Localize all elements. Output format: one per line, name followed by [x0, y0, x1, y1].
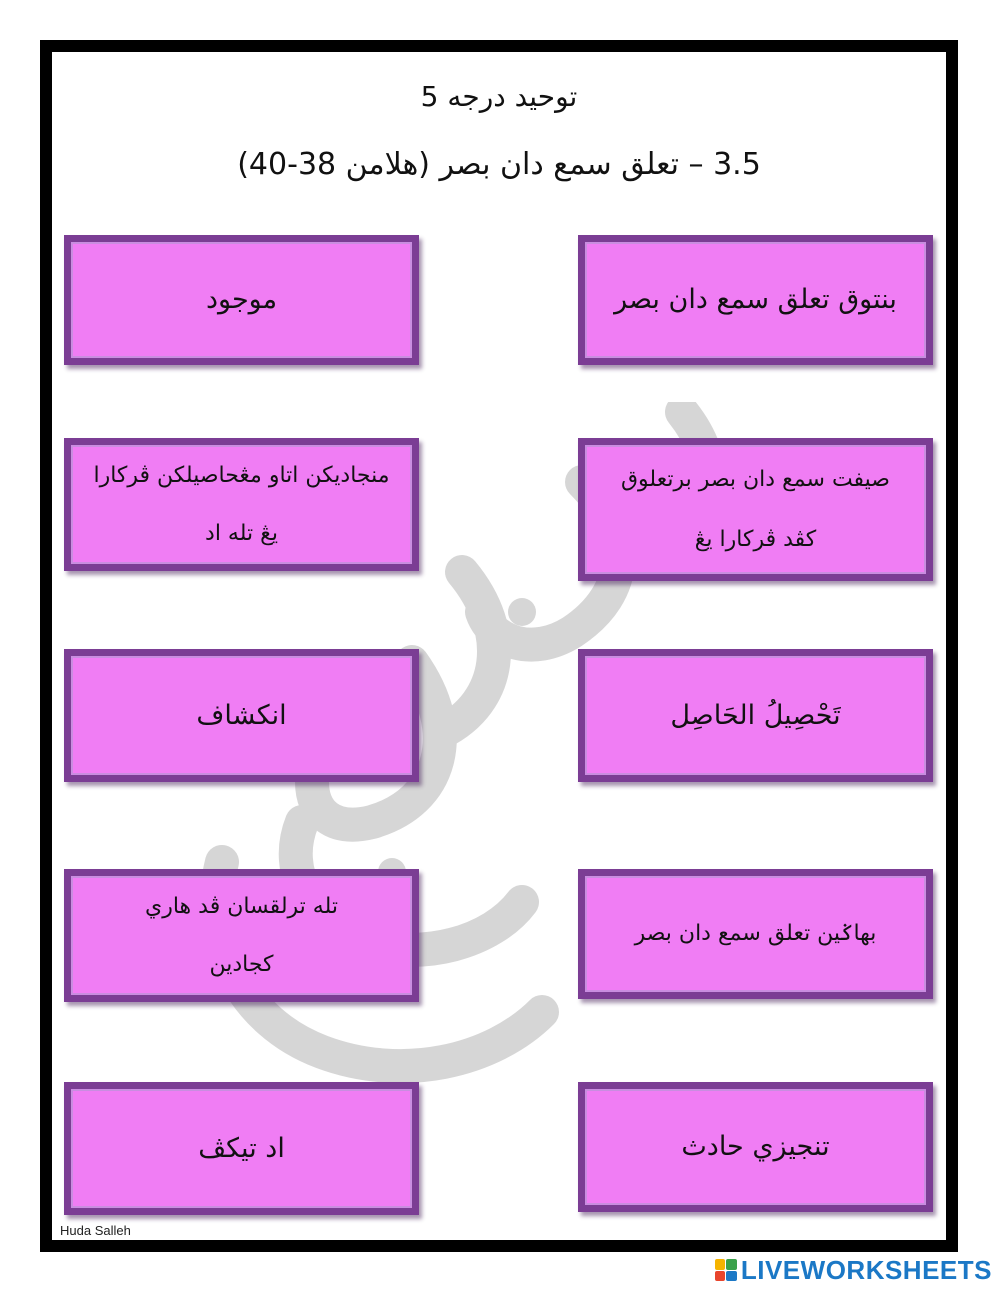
- worksheet-title: توحيد درجه 5: [420, 80, 578, 113]
- worksheet-subtitle: 3.5 – تعلق سمع دان بصر (هلامن 38-40): [237, 147, 761, 182]
- answer-card-9[interactable]: [578, 1082, 933, 1212]
- answer-card-7[interactable]: [578, 869, 933, 999]
- liveworksheets-logo: [715, 1256, 992, 1284]
- answer-card-4[interactable]: [64, 438, 419, 571]
- logo-square-red: [715, 1271, 726, 1282]
- card-label: بنتوق تعلق سمع دان بصر: [614, 284, 897, 316]
- liveworksheets-icon: [715, 1259, 737, 1281]
- answer-card-5[interactable]: [578, 649, 933, 782]
- card-label: منجاديكن اتاو مڠحاصيلكن ڤركارا يڠ تله اد: [93, 463, 390, 546]
- card-label: بهاݢين تعلق سمع دان بصر: [634, 921, 877, 947]
- answer-card-10[interactable]: [64, 1082, 419, 1215]
- card-label: انكشاف: [196, 699, 287, 731]
- worksheet-page: [52, 52, 946, 1240]
- card-label: موجود: [205, 284, 278, 316]
- answer-card-3[interactable]: [578, 438, 933, 581]
- card-label: اد تيكڤ: [198, 1132, 285, 1164]
- answer-card-2[interactable]: [64, 235, 419, 365]
- author-credit: Huda Salleh: [60, 1223, 131, 1238]
- worksheet-frame: [40, 40, 958, 1252]
- logo-square-green: [726, 1259, 737, 1270]
- brand-name: LIVEWORKSHEETS: [740, 1254, 992, 1285]
- answer-card-6[interactable]: [64, 649, 419, 782]
- card-label: تنجيزي حادث: [681, 1131, 830, 1163]
- logo-square-yellow: [715, 1259, 726, 1270]
- answer-card-8[interactable]: [64, 869, 419, 1002]
- logo-square-blue: [726, 1271, 737, 1282]
- card-label: صيفت سمع دان بصر برتعلوق كڤد ڤركارا يڠ: [620, 467, 890, 552]
- answer-card-1[interactable]: [578, 235, 933, 365]
- card-label: تَحْصِيلُ الحَاصِل: [670, 699, 841, 731]
- card-label: تله ترلقسان ڤد هاري كجادين: [145, 894, 338, 977]
